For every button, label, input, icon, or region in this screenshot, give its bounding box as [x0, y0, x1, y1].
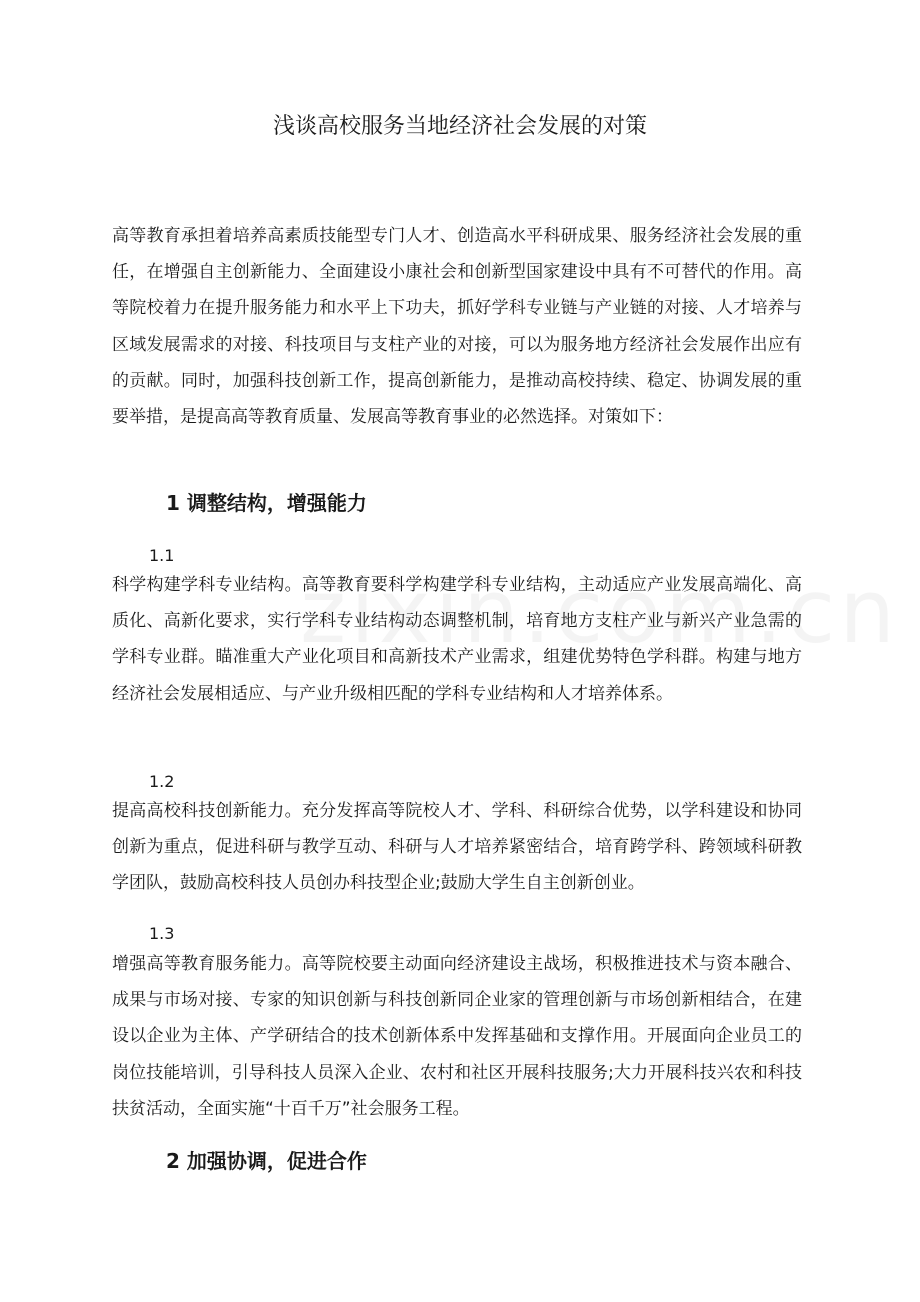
- subsection-text-1-2: 提高高校科技创新能力。充分发挥高等院校人才、学科、科研综合优势，以学科建设和协同创新为重点，促进科研与教学互动、科研与人才培养紧密结合，培育跨学科、跨领域科研教学团队，鼓励高校科技人员创办科技型企业;鼓励大学生自主创新创业。: [112, 801, 802, 894]
- section-1-heading: 1 调整结构，增强能力: [166, 491, 367, 515]
- subsection-text-1-3: 增强高等教育服务能力。高等院校要主动面向经济建设主战场，积极推进技术与资本融合、成果与市场对接、专家的知识创新与科技创新同企业家的管理创新与市场创新相结合，在建设以企业为主体、产学研结合的技术创新体系中发挥基础和支撑作用。开展面向企业员工的岗位技能培训，引导科技人员深入企业、农村和社区开展科技服务;大力开展科技兴农和科技扶贫活动，全面实施“十百千万”社会服务工程。: [112, 954, 802, 1119]
- subsection-number-1-3: 1.3: [149, 924, 175, 943]
- subsection-number-1-2: 1.2: [149, 772, 175, 791]
- document-title: 浅谈高校服务当地经济社会发展的对策: [272, 114, 647, 139]
- subsection-text-1-1: 科学构建学科专业结构。高等教育要科学构建学科专业结构，主动适应产业发展高端化、高质化、高新化要求，实行学科专业结构动态调整机制，培育地方支柱产业与新兴产业急需的学科专业群。瞄准重大产业化项目和高新技术产业需求，组建优势特色学科群。构建与地方经济社会发展相适应、与产业升级相匹配的学科专业结构和人才培养体系。: [112, 575, 802, 704]
- section-2-heading: 2 加强协调，促进合作: [166, 1149, 367, 1173]
- intro-paragraph: 高等教育承担着培养高素质技能型专门人才、创造高水平科研成果、服务经济社会发展的重任，在增强自主创新能力、全面建设小康社会和创新型国家建设中具有不可替代的作用。高等院校着力在提升服务能力和水平上下功夫，抓好学科专业链与产业链的对接、人才培养与区域发展需求的对接、科技项目与支柱产业的对接，可以为服务地方经济社会发展作出应有的贡献。同时，加强科技创新工作，提高创新能力，是推动高校持续、稳定、协调发展的重要举措，是提高高等教育质量、发展高等教育事业的必然选择。对策如下：: [112, 226, 802, 428]
- subsection-number-1-1: 1.1: [149, 546, 175, 565]
